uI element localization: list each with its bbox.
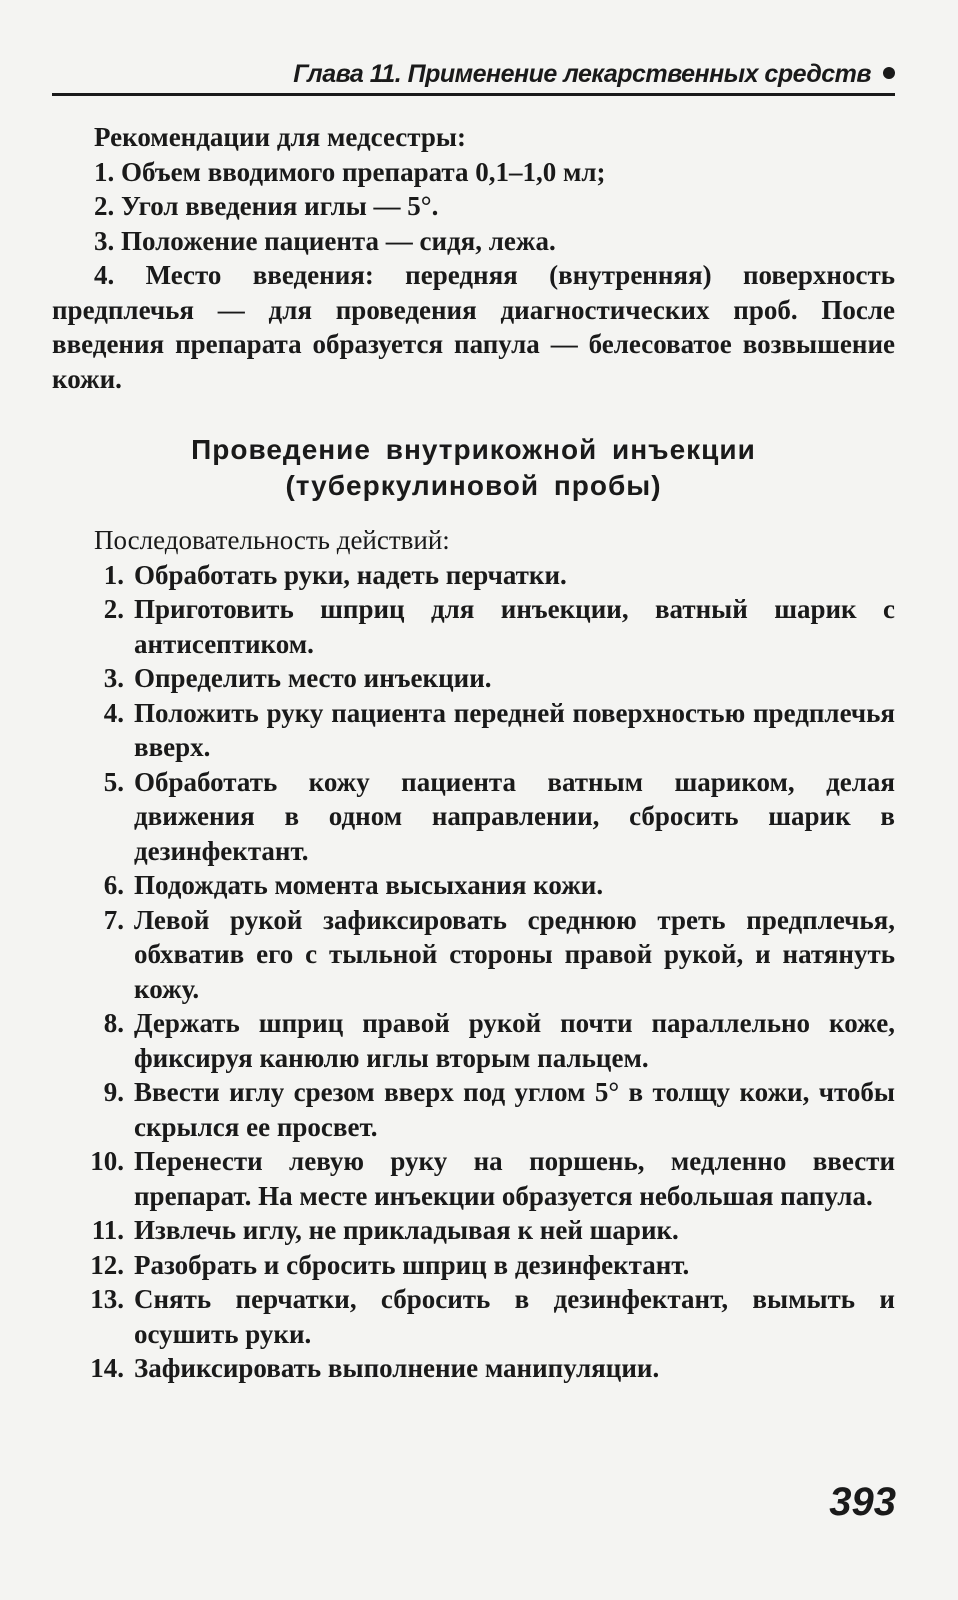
section-title-line-2: (туберкулиновой пробы) (285, 470, 662, 501)
step-number: 12. (90, 1249, 124, 1280)
step-item (52, 696, 895, 765)
recommendation-item: 2. Угол введения иглы — 5°. (94, 191, 439, 221)
step-number: 5. (103, 766, 124, 797)
step-item (52, 1248, 895, 1283)
step-item (52, 765, 895, 869)
step-item (52, 1144, 895, 1213)
section-title (52, 432, 895, 504)
step-item (52, 1213, 895, 1248)
step-number: 2. (103, 594, 124, 624)
step-text: Ввести иглу срезом вверх под углом 5° в толщу кожи, чтобы скрылся ее просвет. (134, 1077, 895, 1142)
step-number: 4. (103, 697, 124, 728)
step-item (52, 661, 895, 696)
step-text: Извлечь иглу, не прикладывая к ней шарик. (134, 1215, 679, 1245)
step-item (52, 592, 895, 661)
step-number: 13. (90, 1284, 124, 1314)
step-number: 3. (103, 663, 124, 693)
recommendation-paragraph: 4. Место введения: передняя (внутренняя) поверхность предплечья — для проведения диагностических проб. После введения препарата образуется папула — белесоватое возвышение кожи. (52, 260, 895, 394)
recommendations-heading: Рекомендации для медсестры: (94, 122, 466, 152)
step-text: Левой рукой зафиксировать среднюю треть предплечья, обхватив его с тыльной стороны правой рукой, и натянуть кожу. (134, 904, 895, 1004)
step-item (52, 868, 895, 903)
step-text: Приготовить шприц для инъекции, ватный шарик с антисептиком. (134, 594, 895, 659)
step-number: 10. (90, 1146, 124, 1176)
step-text: Определить место инъекции. (134, 663, 492, 693)
step-number: 1. (103, 559, 124, 590)
step-number: 14. (90, 1353, 124, 1383)
running-head (52, 55, 895, 96)
step-number: 11. (91, 1215, 124, 1245)
step-item (52, 1075, 895, 1144)
page-number: 393 (829, 1480, 896, 1524)
step-text: Разобрать и сбросить шприц в дезинфектант. (134, 1249, 690, 1280)
procedure-steps (52, 523, 895, 1386)
section-title-line-1: Проведение внутрикожной инъекции (191, 434, 756, 465)
step-text: Держать шприц правой рукой почти параллельно коже, фиксируя канюлю иглы вторым пальцем. (134, 1008, 895, 1073)
step-number: 6. (103, 870, 124, 900)
step-number: 7. (103, 904, 124, 935)
procedure-heading: Последовательность действий: (94, 525, 450, 555)
step-text: Снять перчатки, сбросить в дезинфектант, вымыть и осушить руки. (134, 1284, 895, 1349)
step-text: Обработать кожу пациента ватным шариком, делая движения в одном направлении, сбросить шарик в дезинфектант. (134, 766, 895, 866)
step-number: 8. (103, 1008, 124, 1038)
step-number: 9. (103, 1077, 124, 1107)
step-item (52, 1006, 895, 1075)
recommendation-item: 1. Объем вводимого препарата 0,1–1,0 мл; (94, 156, 606, 187)
step-item (52, 558, 895, 593)
step-text: Обработать руки, надеть перчатки. (134, 559, 567, 590)
step-text: Зафиксировать выполнение манипуляции. (134, 1353, 660, 1383)
step-text: Положить руку пациента передней поверхностью предплечья вверх. (134, 697, 895, 762)
running-head-title: Глава 11. Применение лекарственных средств (293, 60, 871, 88)
step-list (52, 558, 895, 1386)
step-item (52, 1282, 895, 1351)
recommendation-item: 3. Положение пациента — сидя, лежа. (94, 225, 556, 256)
step-item (52, 903, 895, 1007)
step-text: Подождать момента высыхания кожи. (134, 870, 604, 900)
step-text: Перенести левую руку на поршень, медленно ввести препарат. На месте инъекции образуется небольшая папула. (134, 1146, 895, 1211)
step-item (52, 1351, 895, 1386)
bullet-icon (883, 67, 895, 79)
nurse-recommendations (52, 120, 895, 396)
